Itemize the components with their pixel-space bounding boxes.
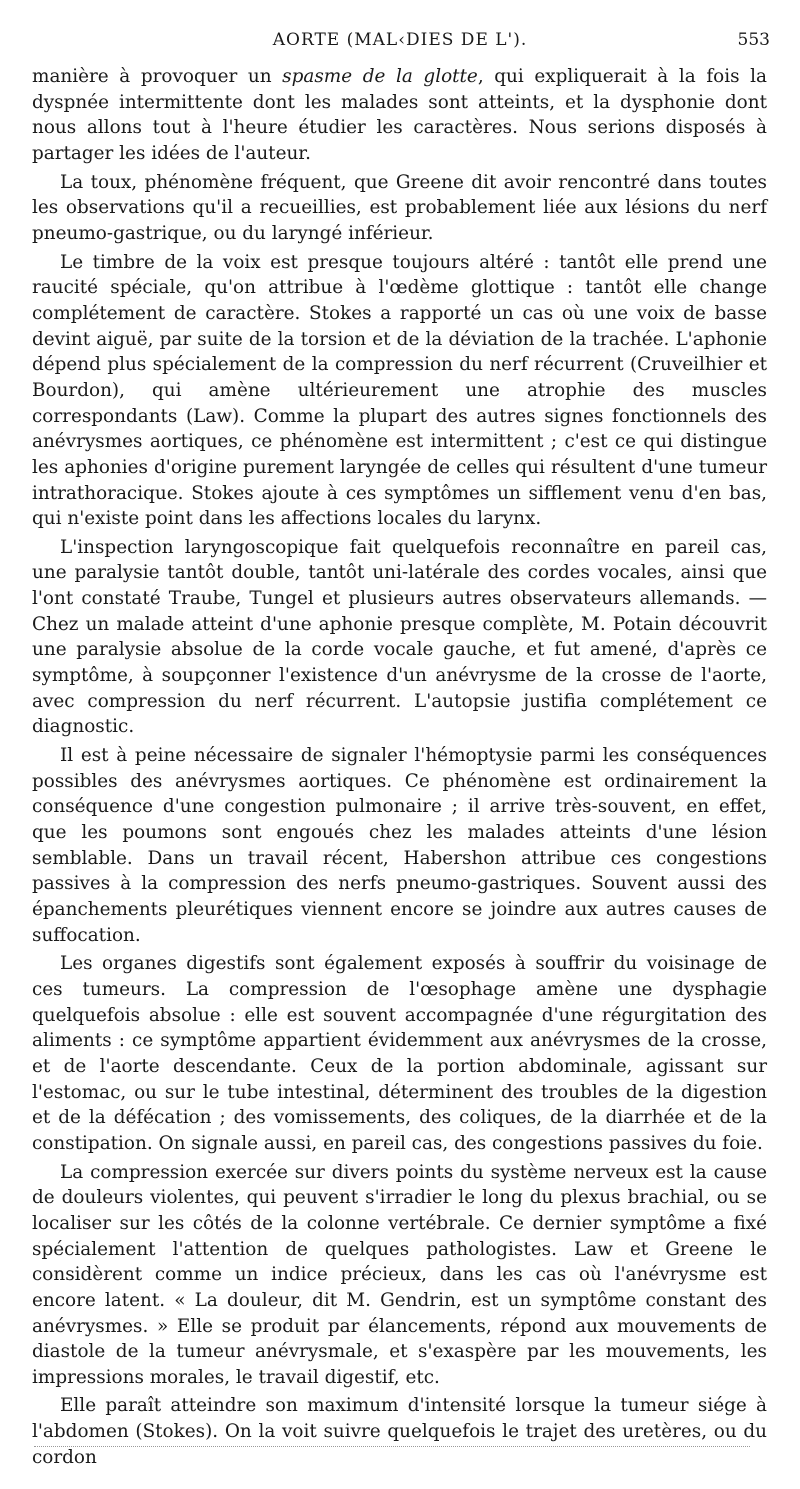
paragraph-hemoptysie: Il est à peine nécessaire de signaler l'hémoptysie parmi les conséquences possibles des anévrysmes aortiques. Ce phénomène est ordinairement la conséquence d'une congestion pulmonaire ; il arrive très-souvent, en effet, que les poumons sont engoués chez les malades atteints d'une lésion semblable. Dans un travail récent, Habershon attribue ces congestions passives à la compression des nerfs pneumo-gastriques. Souvent aussi des épanchements pleurétiques viennent encore se joindre aux autres causes de suffocation.	[32, 745, 767, 946]
page-number: 553	[737, 30, 770, 50]
running-title: AORTE (MAL‹DIES DE L').	[272, 30, 528, 50]
paragraph-timbre-voix: Le timbre de la voix est presque toujours altéré : tantôt elle prend une raucité spéciale, qu'on attribue à l'œdème glottique : tantôt elle change complétement de caractère. Stokes a rapporté un cas où une voix de basse devint aiguë, par suite de la torsion et de la déviation de la trachée. L'aphonie dépend plus spécialement de la compression du nerf récurrent (Cruveilhier et Bourdon), qui amène ultérieurement une atrophie des muscles correspondants (Law). Comme la plupart des autres signes fonctionnels des anévrysmes aortiques, ce phénomène est intermittent ; c'est ce qui distingue les aphonies d'origine purement laryngée de celles qui résultent d'une tumeur intrathoracique. Stokes ajoute à ces symptômes un sifflement venu d'en bas, qui n'existe point dans les affections locales du larynx.	[32, 251, 767, 530]
paragraph-organes-digestifs: Les organes digestifs sont également exposés à souffrir du voisinage de ces tumeurs. La compression de l'œsophage amène une dysphagie quelquefois absolue : elle est souvent accompagnée d'une régurgitation des aliments : ce symptôme appartient évidemment aux anévrysmes de la crosse, et de l'aorte descendante. Ceux de la portion abdominale, agissant sur l'estomac, ou sur le tube intestinal, déterminent des troubles de la digestion et de la défécation ; des vomissements, des coliques, de la diarrhée et de la constipation. On signale aussi, en pareil cas, des congestions passives du foie.	[32, 953, 767, 1154]
body-text	[32, 64, 767, 1470]
paragraph-compression-nerveuse: La compression exercée sur divers points du système nerveux est la cause de douleurs violentes, qui peuvent s'irradier le long du plexus brachial, ou se localiser sur les côtés de la colonne vertébrale. Ce dernier symptôme a fixé spécialement l'attention de quelques pathologistes. Law et Greene le considèrent comme un indice précieux, dans les cas où l'anévrysme est encore latent. « La douleur, dit M. Gendrin, est un symptôme constant des anévrysmes. » Elle se produit par élancements, répond aux mouvements de diastole de la tumeur anévrysmale, et s'exaspère par les mouvements, les impressions morales, le travail digestif, etc.	[32, 1161, 767, 1388]
paragraph-laryngoscopie: L'inspection laryngoscopique fait quelquefois reconnaître en pareil cas, une paralysie tantôt double, tantôt uni-latérale des cordes vocales, ainsi que l'ont constaté Traube, Tungel et plusieurs autres observateurs allemands. — Chez un malade atteint d'une aphonie presque complète, M. Potain découvrit une paralysie absolue de la corde vocale gauche, et fut amené, d'après ce symptôme, à soupçonner l'existence d'un anévrysme de la crosse de l'aorte, avec compression du nerf récurrent. L'autopsie justifia complétement ce diagnostic.	[32, 536, 767, 738]
paragraph-1-lead: manière à provoquer un	[32, 66, 283, 87]
emphasis-spasme: spasme de la glotte	[282, 66, 478, 87]
paragraph-1-rest: , qui expliquerait à la fois la dyspnée intermittente dont les malades sont atteints, et la dysphonie dont nous allons tout à l'heure étudier les caractères. Nous serions disposés à partager les idées de l'auteur.	[32, 66, 767, 164]
paragraph-1	[32, 64, 767, 167]
footer-rule	[34, 1446, 750, 1447]
page-header	[0, 22, 800, 52]
paragraph-douleur-abdomen: Elle paraît atteindre son maximum d'intensité lorsque la tumeur siége à l'abdomen (Stokes). On la voit suivre quelquefois le trajet des uretères, ou du cordon	[32, 1395, 767, 1468]
paragraph-toux: La toux, phénomène fréquent, que Greene dit avoir rencontré dans toutes les observations qu'il a recueillies, est probablement liée aux lésions du nerf pneumo-gastrique, ou du laryngé inférieur.	[32, 171, 767, 244]
